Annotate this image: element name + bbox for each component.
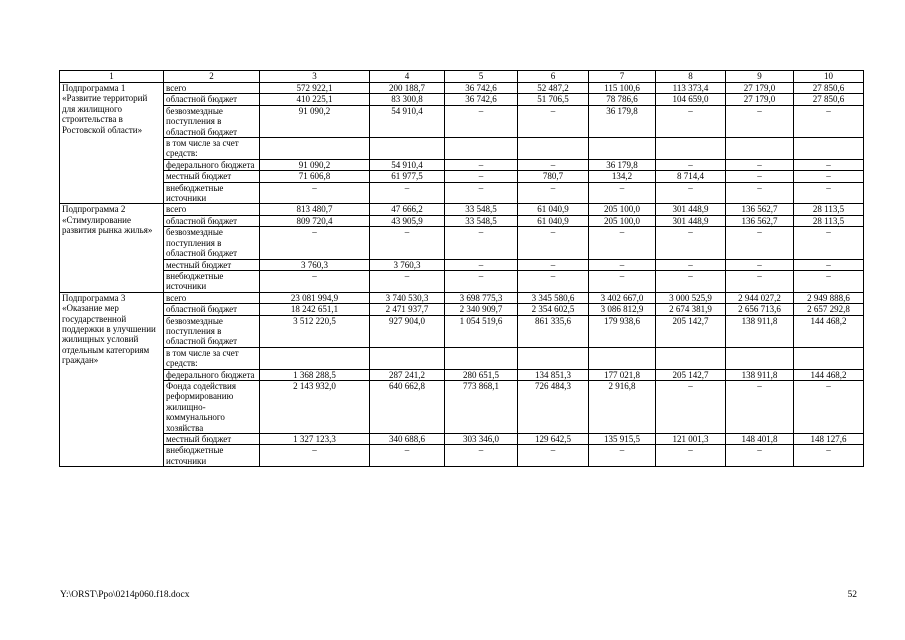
table-row bbox=[60, 304, 864, 315]
amount-cell: 52 487,2 bbox=[518, 83, 589, 94]
amount-cell: – bbox=[794, 171, 864, 182]
funding-source: в том числе за счет средств: bbox=[164, 138, 260, 160]
amount-cell: 410 225,1 bbox=[260, 94, 370, 105]
amount-cell: 3 760,3 bbox=[370, 259, 445, 270]
amount-cell: 200 188,7 bbox=[370, 83, 445, 94]
amount-cell: – bbox=[726, 182, 794, 204]
amount-cell: 115 100,6 bbox=[589, 83, 656, 94]
amount-cell: 2 674 381,9 bbox=[656, 304, 726, 315]
amount-cell: 301 448,9 bbox=[656, 204, 726, 215]
amount-cell: 640 662,8 bbox=[370, 380, 445, 433]
amount-cell: – bbox=[794, 380, 864, 433]
amount-cell: – bbox=[518, 182, 589, 204]
amount-cell: 61 977,5 bbox=[370, 171, 445, 182]
amount-cell: 144 468,2 bbox=[794, 315, 864, 347]
amount-cell: 61 040,9 bbox=[518, 204, 589, 215]
table-row bbox=[60, 215, 864, 226]
amount-cell bbox=[260, 347, 370, 369]
amount-cell: 3 086 812,9 bbox=[589, 304, 656, 315]
amount-cell: 91 090,2 bbox=[260, 159, 370, 170]
funding-source: местный бюджет bbox=[164, 259, 260, 270]
amount-cell: – bbox=[656, 445, 726, 467]
amount-cell: – bbox=[589, 259, 656, 270]
amount-cell bbox=[726, 347, 794, 369]
funding-source: безвозмездные поступления в областной бюджет bbox=[164, 105, 260, 137]
amount-cell: 927 904,0 bbox=[370, 315, 445, 347]
amount-cell: – bbox=[726, 227, 794, 259]
amount-cell bbox=[726, 138, 794, 160]
amount-cell: 179 938,6 bbox=[589, 315, 656, 347]
amount-cell: – bbox=[794, 182, 864, 204]
amount-cell: 54 910,4 bbox=[370, 105, 445, 137]
amount-cell bbox=[589, 347, 656, 369]
amount-cell: 2 656 713,6 bbox=[726, 304, 794, 315]
amount-cell: 138 911,8 bbox=[726, 315, 794, 347]
budget-table bbox=[59, 70, 864, 467]
amount-cell: 2 944 027,2 bbox=[726, 292, 794, 303]
amount-cell bbox=[518, 347, 589, 369]
amount-cell: – bbox=[589, 182, 656, 204]
amount-cell: – bbox=[518, 159, 589, 170]
table-row bbox=[60, 83, 864, 94]
amount-cell: 36 179,8 bbox=[589, 159, 656, 170]
funding-source: федерального бюджета bbox=[164, 369, 260, 380]
amount-cell: 3 740 530,3 bbox=[370, 292, 445, 303]
amount-cell: – bbox=[794, 159, 864, 170]
amount-cell: 773 868,1 bbox=[445, 380, 518, 433]
funding-source: областной бюджет bbox=[164, 94, 260, 105]
amount-cell: 2 354 602,5 bbox=[518, 304, 589, 315]
amount-cell: 136 562,7 bbox=[726, 215, 794, 226]
table-row bbox=[60, 138, 864, 160]
amount-cell: 148 401,8 bbox=[726, 434, 794, 445]
file-path: Y:\ORST\Ppo\0214p060.f18.docx bbox=[60, 590, 190, 600]
funding-source: всего bbox=[164, 83, 260, 94]
funding-source: в том числе за счет средств: bbox=[164, 347, 260, 369]
amount-cell: – bbox=[656, 159, 726, 170]
amount-cell: – bbox=[794, 259, 864, 270]
amount-cell: 287 241,2 bbox=[370, 369, 445, 380]
amount-cell: 71 606,8 bbox=[260, 171, 370, 182]
amount-cell: 2 143 932,0 bbox=[260, 380, 370, 433]
table-row bbox=[60, 159, 864, 170]
table-row bbox=[60, 270, 864, 292]
funding-source: всего bbox=[164, 292, 260, 303]
amount-cell: – bbox=[518, 259, 589, 270]
amount-cell: 1 368 288,5 bbox=[260, 369, 370, 380]
amount-cell: 33 548,5 bbox=[445, 204, 518, 215]
amount-cell: 27 850,6 bbox=[794, 94, 864, 105]
amount-cell: 36 742,6 bbox=[445, 94, 518, 105]
amount-cell: 61 040,9 bbox=[518, 215, 589, 226]
amount-cell: – bbox=[518, 270, 589, 292]
amount-cell: 572 922,1 bbox=[260, 83, 370, 94]
amount-cell: 33 548,5 bbox=[445, 215, 518, 226]
amount-cell: – bbox=[518, 445, 589, 467]
table-row bbox=[60, 292, 864, 303]
amount-cell: – bbox=[656, 270, 726, 292]
amount-cell bbox=[260, 138, 370, 160]
amount-cell: – bbox=[445, 182, 518, 204]
amount-cell: 3 345 580,6 bbox=[518, 292, 589, 303]
amount-cell: – bbox=[445, 159, 518, 170]
amount-cell bbox=[589, 138, 656, 160]
amount-cell: – bbox=[794, 105, 864, 137]
amount-cell bbox=[656, 347, 726, 369]
amount-cell: – bbox=[656, 259, 726, 270]
amount-cell: – bbox=[518, 105, 589, 137]
column-number: 3 bbox=[260, 71, 370, 83]
amount-cell: 129 642,5 bbox=[518, 434, 589, 445]
amount-cell: 54 910,4 bbox=[370, 159, 445, 170]
funding-source: местный бюджет bbox=[164, 434, 260, 445]
amount-cell: – bbox=[589, 270, 656, 292]
column-number: 8 bbox=[656, 71, 726, 83]
amount-cell: – bbox=[656, 227, 726, 259]
amount-cell: – bbox=[445, 171, 518, 182]
page-number: 52 bbox=[847, 590, 857, 600]
amount-cell: 780,7 bbox=[518, 171, 589, 182]
amount-cell: – bbox=[260, 445, 370, 467]
amount-cell: 51 706,5 bbox=[518, 94, 589, 105]
subprogram-name: Подпрограмма 1 «Развитие территорий для жилищного строительства в Ростовской области» bbox=[60, 83, 164, 204]
table-row bbox=[60, 445, 864, 467]
amount-cell: 27 179,0 bbox=[726, 94, 794, 105]
amount-cell: – bbox=[726, 159, 794, 170]
amount-cell bbox=[518, 138, 589, 160]
amount-cell bbox=[794, 138, 864, 160]
amount-cell: 28 113,5 bbox=[794, 215, 864, 226]
amount-cell: 135 915,5 bbox=[589, 434, 656, 445]
amount-cell: 2 340 909,7 bbox=[445, 304, 518, 315]
table-row bbox=[60, 347, 864, 369]
amount-cell: 18 242 651,1 bbox=[260, 304, 370, 315]
funding-source: внебюджетные источники bbox=[164, 182, 260, 204]
amount-cell: 27 850,6 bbox=[794, 83, 864, 94]
amount-cell: – bbox=[656, 105, 726, 137]
amount-cell bbox=[445, 347, 518, 369]
amount-cell: 280 651,5 bbox=[445, 369, 518, 380]
subprogram-name: Подпрограмма 3 «Оказание мер государственной поддержки в улучшении жилищных условий отдельным категориям граждан» bbox=[60, 292, 164, 467]
amount-cell: 3 760,3 bbox=[260, 259, 370, 270]
funding-source: областной бюджет bbox=[164, 304, 260, 315]
funding-source: безвозмездные поступления в областной бюджет bbox=[164, 227, 260, 259]
amount-cell: – bbox=[370, 270, 445, 292]
amount-cell: – bbox=[260, 270, 370, 292]
amount-cell: – bbox=[518, 227, 589, 259]
column-number: 4 bbox=[370, 71, 445, 83]
amount-cell: 134,2 bbox=[589, 171, 656, 182]
column-number-row bbox=[60, 71, 864, 83]
amount-cell: – bbox=[726, 270, 794, 292]
amount-cell: – bbox=[794, 270, 864, 292]
amount-cell: 813 480,7 bbox=[260, 204, 370, 215]
table-row bbox=[60, 380, 864, 433]
amount-cell: 27 179,0 bbox=[726, 83, 794, 94]
amount-cell: 205 100,0 bbox=[589, 215, 656, 226]
amount-cell: 1 327 123,3 bbox=[260, 434, 370, 445]
amount-cell: 177 021,8 bbox=[589, 369, 656, 380]
amount-cell: – bbox=[794, 227, 864, 259]
column-number: 10 bbox=[794, 71, 864, 83]
amount-cell: 104 659,0 bbox=[656, 94, 726, 105]
amount-cell: – bbox=[726, 445, 794, 467]
table-row bbox=[60, 227, 864, 259]
column-number: 6 bbox=[518, 71, 589, 83]
amount-cell: 36 742,6 bbox=[445, 83, 518, 94]
amount-cell: 83 300,8 bbox=[370, 94, 445, 105]
funding-source: безвозмездные поступления в областной бюджет bbox=[164, 315, 260, 347]
amount-cell: – bbox=[726, 259, 794, 270]
amount-cell: 2 657 292,8 bbox=[794, 304, 864, 315]
funding-source: Фонда содействия реформированию жилищно-коммунального хозяйства bbox=[164, 380, 260, 433]
amount-cell: 3 000 525,9 bbox=[656, 292, 726, 303]
amount-cell bbox=[794, 347, 864, 369]
amount-cell: 43 905,9 bbox=[370, 215, 445, 226]
amount-cell: 138 911,8 bbox=[726, 369, 794, 380]
column-number: 7 bbox=[589, 71, 656, 83]
table-row bbox=[60, 315, 864, 347]
amount-cell: – bbox=[589, 227, 656, 259]
amount-cell: 148 127,6 bbox=[794, 434, 864, 445]
amount-cell: – bbox=[370, 182, 445, 204]
amount-cell: 23 081 994,9 bbox=[260, 292, 370, 303]
amount-cell: 3 512 220,5 bbox=[260, 315, 370, 347]
amount-cell: – bbox=[726, 105, 794, 137]
funding-source: внебюджетные источники bbox=[164, 445, 260, 467]
amount-cell: 2 471 937,7 bbox=[370, 304, 445, 315]
amount-cell bbox=[445, 138, 518, 160]
table-row bbox=[60, 369, 864, 380]
amount-cell: 113 373,4 bbox=[656, 83, 726, 94]
amount-cell: 91 090,2 bbox=[260, 105, 370, 137]
subprogram-name: Подпрограмма 2 «Стимулирование развития рынка жилья» bbox=[60, 204, 164, 292]
amount-cell: 8 714,4 bbox=[656, 171, 726, 182]
table-row bbox=[60, 94, 864, 105]
amount-cell bbox=[656, 138, 726, 160]
amount-cell: – bbox=[445, 270, 518, 292]
table-row bbox=[60, 105, 864, 137]
amount-cell: 861 335,6 bbox=[518, 315, 589, 347]
table-row bbox=[60, 204, 864, 215]
amount-cell: 2 916,8 bbox=[589, 380, 656, 433]
amount-cell: 134 851,3 bbox=[518, 369, 589, 380]
amount-cell: 36 179,8 bbox=[589, 105, 656, 137]
amount-cell: – bbox=[726, 171, 794, 182]
column-number: 2 bbox=[164, 71, 260, 83]
amount-cell: 303 346,0 bbox=[445, 434, 518, 445]
amount-cell bbox=[370, 347, 445, 369]
amount-cell: – bbox=[726, 380, 794, 433]
funding-source: местный бюджет bbox=[164, 171, 260, 182]
amount-cell: – bbox=[370, 227, 445, 259]
amount-cell: 726 484,3 bbox=[518, 380, 589, 433]
amount-cell: 205 100,0 bbox=[589, 204, 656, 215]
amount-cell: 301 448,9 bbox=[656, 215, 726, 226]
amount-cell: – bbox=[370, 445, 445, 467]
amount-cell: – bbox=[260, 227, 370, 259]
column-number: 9 bbox=[726, 71, 794, 83]
amount-cell: – bbox=[445, 227, 518, 259]
funding-source: федерального бюджета bbox=[164, 159, 260, 170]
amount-cell: – bbox=[445, 445, 518, 467]
amount-cell: 340 688,6 bbox=[370, 434, 445, 445]
amount-cell: 144 468,2 bbox=[794, 369, 864, 380]
amount-cell: 1 054 519,6 bbox=[445, 315, 518, 347]
funding-source: всего bbox=[164, 204, 260, 215]
amount-cell: – bbox=[589, 445, 656, 467]
table-row bbox=[60, 259, 864, 270]
amount-cell: 3 698 775,3 bbox=[445, 292, 518, 303]
column-number: 5 bbox=[445, 71, 518, 83]
amount-cell: – bbox=[260, 182, 370, 204]
amount-cell: – bbox=[656, 380, 726, 433]
table-row bbox=[60, 182, 864, 204]
amount-cell: 28 113,5 bbox=[794, 204, 864, 215]
table-row bbox=[60, 171, 864, 182]
amount-cell: 78 786,6 bbox=[589, 94, 656, 105]
funding-source: внебюджетные источники bbox=[164, 270, 260, 292]
amount-cell: 121 001,3 bbox=[656, 434, 726, 445]
amount-cell: 47 666,2 bbox=[370, 204, 445, 215]
amount-cell: 205 142,7 bbox=[656, 315, 726, 347]
amount-cell: 809 720,4 bbox=[260, 215, 370, 226]
amount-cell: 3 402 667,0 bbox=[589, 292, 656, 303]
amount-cell bbox=[370, 138, 445, 160]
amount-cell: – bbox=[656, 182, 726, 204]
funding-source: областной бюджет bbox=[164, 215, 260, 226]
amount-cell: – bbox=[445, 105, 518, 137]
amount-cell: 2 949 888,6 bbox=[794, 292, 864, 303]
column-number: 1 bbox=[60, 71, 164, 83]
amount-cell: – bbox=[445, 259, 518, 270]
table-row bbox=[60, 434, 864, 445]
amount-cell: 205 142,7 bbox=[656, 369, 726, 380]
amount-cell: 136 562,7 bbox=[726, 204, 794, 215]
amount-cell: – bbox=[794, 445, 864, 467]
